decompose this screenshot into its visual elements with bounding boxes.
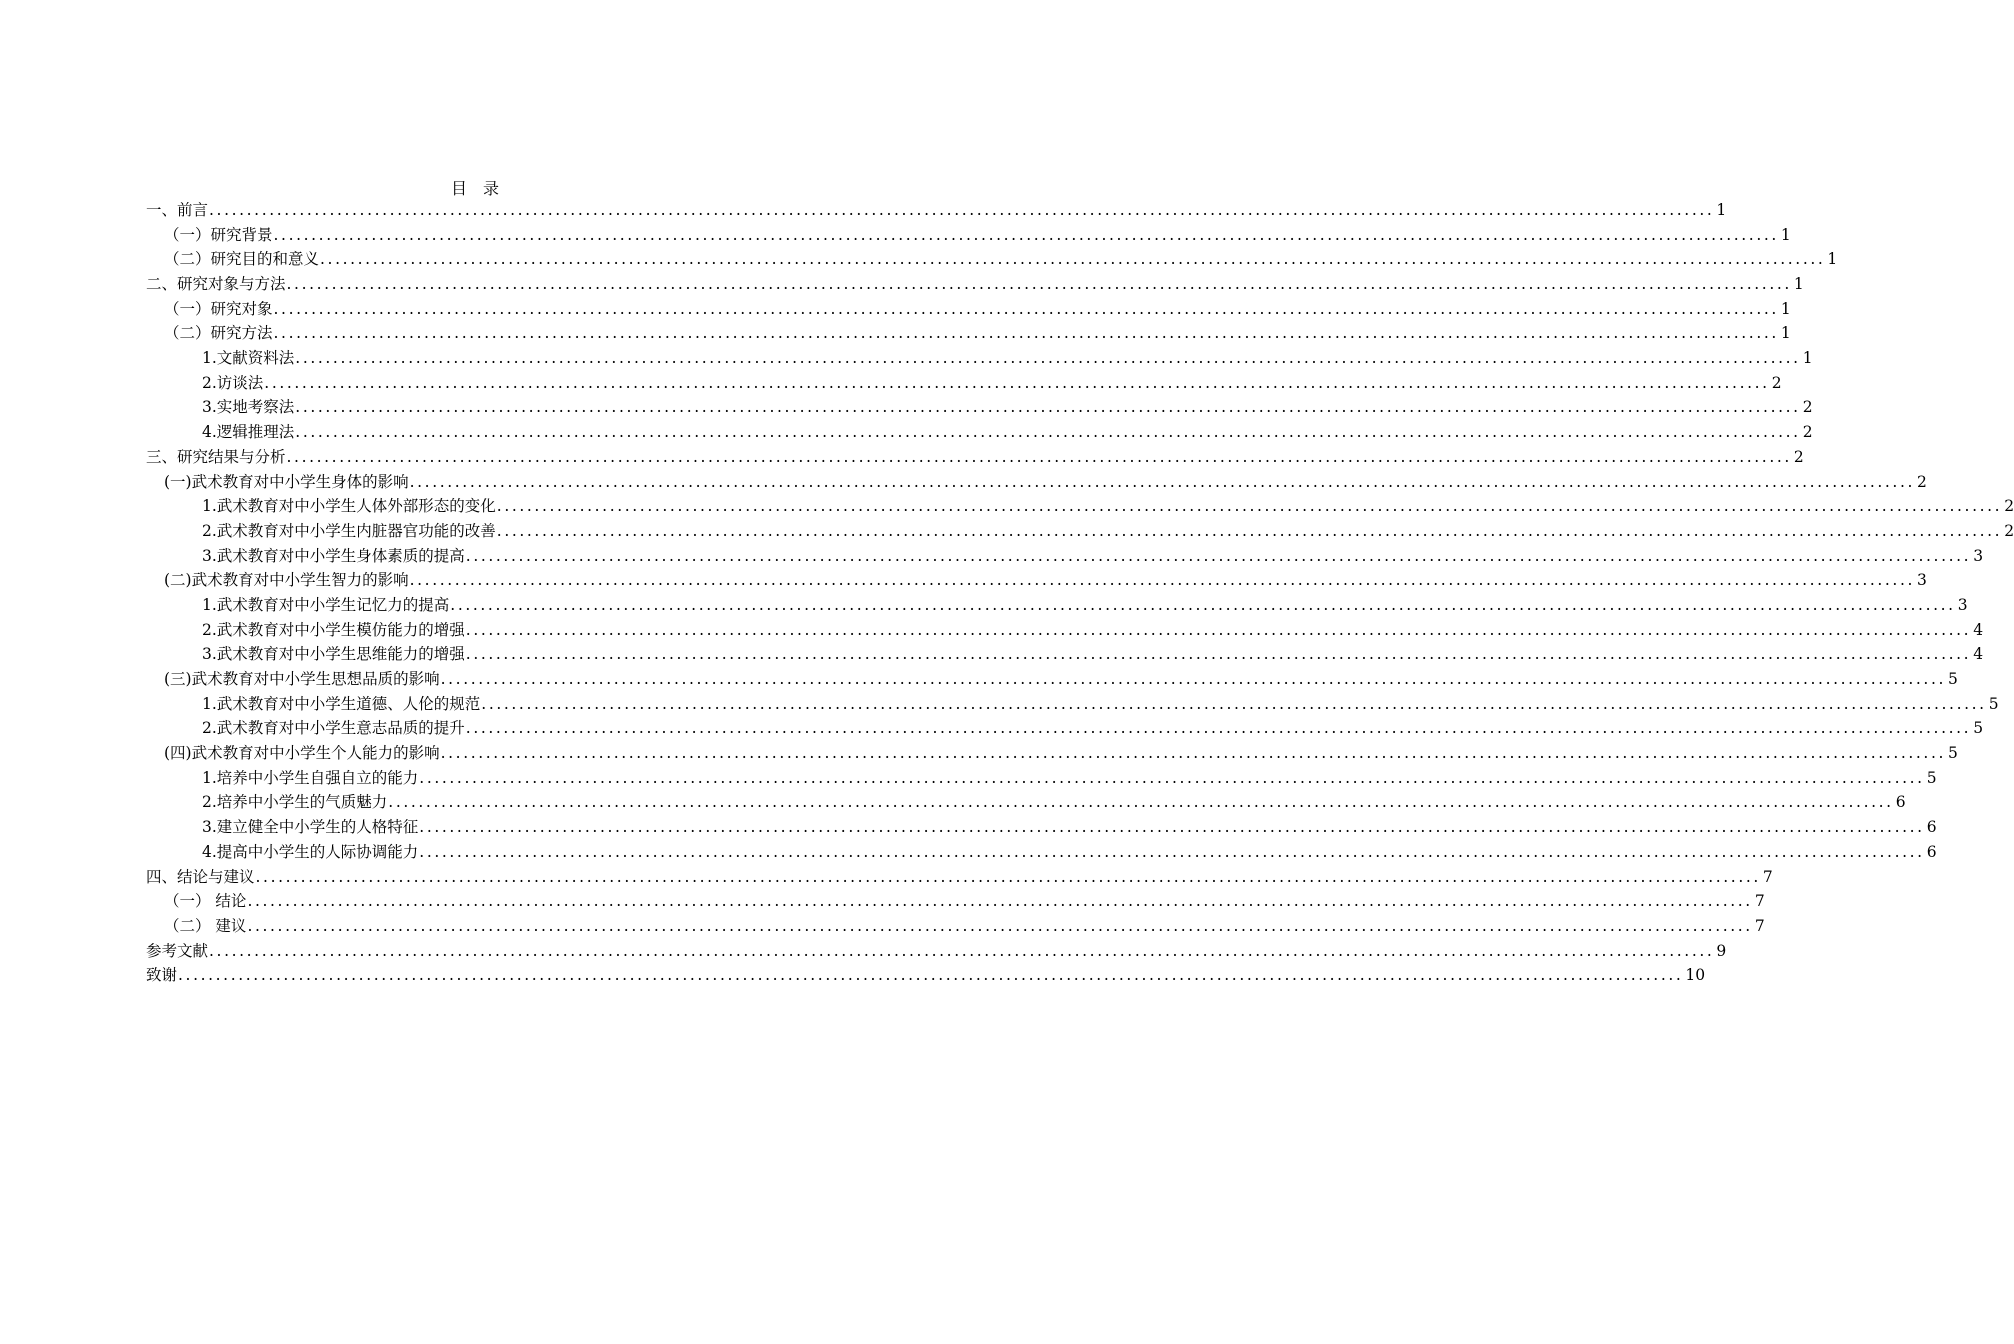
toc-entry[interactable] [146, 914, 1765, 939]
toc-entry-label: 致谢 [146, 966, 178, 985]
toc-entry-label: 一、前言 [146, 200, 209, 219]
toc-dot-leader: ........................................................................................................................................................................................................ [419, 818, 1925, 837]
table-of-contents [146, 198, 2014, 988]
toc-dot-leader: ........................................................................................................................................................................................................ [419, 768, 1925, 787]
toc-title [0, 176, 950, 199]
toc-dot-leader: ........................................................................................................................................................................................................ [481, 694, 1987, 713]
toc-entry-page-number: 1 [1716, 200, 1727, 219]
toc-dot-leader: ........................................................................................................................................................................................................ [295, 349, 1801, 368]
toc-entry[interactable] [146, 791, 1906, 816]
toc-entry-page-number: 5 [1948, 744, 1958, 763]
toc-dot-leader: ........................................................................................................................................................................................................ [295, 398, 1801, 417]
toc-entry[interactable] [146, 346, 1813, 371]
toc-entry-label: 4.提高中小学生的人际协调能力 [202, 842, 419, 861]
toc-dot-leader: ........................................................................................................................................................................................................ [295, 423, 1801, 442]
toc-entry-page-number: 1 [1793, 275, 1804, 294]
toc-dot-leader: ........................................................................................................................................................................................................ [273, 299, 1779, 318]
toc-entry-page-number: 2 [1802, 398, 1813, 417]
toc-entry-page-number: 10 [1685, 966, 1706, 985]
toc-entry-label: （一）研究对象 [164, 299, 273, 318]
toc-entry-label: （一）研究背景 [164, 225, 273, 244]
toc-dot-leader: ........................................................................................................................................................................................................ [388, 793, 1894, 812]
toc-entry[interactable] [146, 198, 1727, 223]
toc-entry-page-number: 2 [1793, 447, 1804, 466]
toc-dot-leader: ........................................................................................................................................................................................................ [209, 941, 1715, 960]
toc-dot-leader: ........................................................................................................................................................................................................ [273, 324, 1779, 343]
toc-dot-leader: ........................................................................................................................................................................................................ [286, 275, 1792, 294]
toc-entry-page-number: 5 [1948, 670, 1958, 689]
toc-dot-leader: ........................................................................................................................................................................................................ [255, 867, 1761, 886]
toc-entry-label: 2.培养中小学生的气质魅力 [202, 793, 388, 812]
toc-entry-page-number: 4 [1973, 645, 1984, 664]
toc-entry-page-number: 2 [1917, 472, 1927, 491]
toc-entry[interactable] [146, 865, 1773, 890]
toc-entry-label: 三、研究结果与分析 [146, 447, 286, 466]
toc-entry-label: 3.实地考察法 [202, 398, 295, 417]
toc-entry-label: 1.文献资料法 [202, 349, 295, 368]
toc-entry-page-number: 5 [1926, 768, 1937, 787]
toc-entry-label: 1.培养中小学生自强自立的能力 [202, 768, 419, 787]
toc-entry-label: 2.访谈法 [202, 373, 264, 392]
toc-entry-page-number: 4 [1973, 620, 1984, 639]
toc-entry[interactable] [146, 321, 1791, 346]
toc-entry-label: 3.武术教育对中小学生思维能力的增强 [202, 645, 465, 664]
toc-entry[interactable] [146, 568, 1927, 593]
toc-entry[interactable] [146, 470, 1927, 495]
toc-entry-label: （一） 结论 [164, 892, 247, 911]
toc-entry[interactable] [146, 642, 1984, 667]
toc-entry-label: (一)武术教育对中小学生身体的影响 [164, 472, 409, 491]
toc-entry-page-number: 5 [1988, 694, 1999, 713]
toc-entry[interactable] [146, 297, 1791, 322]
toc-entry-page-number: 7 [1754, 916, 1765, 935]
toc-entry[interactable] [146, 494, 2014, 519]
toc-entry[interactable] [146, 593, 1968, 618]
toc-dot-leader: ........................................................................................................................................................................................................ [320, 250, 1826, 269]
toc-entry-label: （二）研究目的和意义 [164, 250, 320, 269]
toc-entry[interactable] [146, 766, 1937, 791]
toc-entry[interactable] [146, 445, 1804, 470]
toc-entry-label: （二） 建议 [164, 916, 247, 935]
toc-entry-page-number: 1 [1780, 324, 1791, 343]
toc-entry-label: 3.武术教育对中小学生身体素质的提高 [202, 546, 465, 565]
toc-dot-leader: ........................................................................................................................................................................................................ [247, 892, 1753, 911]
toc-entry[interactable] [146, 371, 1782, 396]
toc-entry-page-number: 7 [1754, 892, 1765, 911]
toc-entry-page-number: 1 [1780, 299, 1791, 318]
toc-dot-leader: ........................................................................................................................................................................................................ [273, 225, 1779, 244]
toc-entry-label: 2.武术教育对中小学生内脏器官功能的改善 [202, 521, 496, 540]
toc-dot-leader: ........................................................................................................................................................................................................ [209, 200, 1715, 219]
toc-entry-label: 2.武术教育对中小学生模仿能力的增强 [202, 620, 465, 639]
toc-entry[interactable] [146, 420, 1813, 445]
toc-dot-leader: ........................................................................................................................................................................................................ [465, 546, 1972, 565]
toc-entry-label: (二)武术教育对中小学生智力的影响 [164, 571, 409, 590]
toc-dot-leader: ........................................................................................................................................................................................................ [264, 373, 1770, 392]
toc-entry-label: 2.武术教育对中小学生意志品质的提升 [202, 719, 465, 738]
toc-entry-label: 1.武术教育对中小学生道德、人伦的规范 [202, 694, 481, 713]
toc-entry[interactable] [146, 544, 1984, 569]
toc-entry[interactable] [146, 963, 1706, 988]
toc-entry[interactable] [146, 840, 1937, 865]
toc-dot-leader: ........................................................................................................................................................................................................ [465, 719, 1972, 738]
toc-entry[interactable] [146, 667, 1958, 692]
toc-entry-label: 二、研究对象与方法 [146, 275, 286, 294]
toc-entry-label: 四、结论与建议 [146, 867, 255, 886]
toc-entry-page-number: 2 [1802, 423, 1813, 442]
toc-entry-page-number: 7 [1762, 867, 1773, 886]
toc-entry-page-number: 9 [1716, 941, 1727, 960]
toc-entry-label: （二）研究方法 [164, 324, 273, 343]
toc-entry-label: 4.逻辑推理法 [202, 423, 295, 442]
toc-entry-page-number: 6 [1926, 818, 1937, 837]
toc-entry-page-number: 3 [1917, 571, 1927, 590]
toc-entry-page-number: 1 [1802, 349, 1813, 368]
toc-entry[interactable] [146, 815, 1937, 840]
toc-entry-label: 1.武术教育对中小学生人体外部形态的变化 [202, 497, 496, 516]
toc-dot-leader: ........................................................................................................................................................................................................ [286, 447, 1792, 466]
toc-entry-label: 1.武术教育对中小学生记忆力的提高 [202, 595, 450, 614]
toc-entry[interactable] [146, 519, 2014, 544]
toc-entry[interactable] [146, 716, 1984, 741]
toc-entry[interactable] [146, 889, 1765, 914]
toc-entry[interactable] [146, 247, 1838, 272]
toc-dot-leader: ........................................................................................................................................................................................................ [496, 521, 2003, 540]
toc-entry-page-number: 3 [1957, 595, 1968, 614]
toc-dot-leader: ........................................................................................................................................................................................................ [419, 842, 1925, 861]
toc-entry-page-number: 3 [1973, 546, 1984, 565]
toc-entry-label: (三)武术教育对中小学生思想品质的影响 [164, 670, 440, 689]
toc-dot-leader: ........................................................................................................................................................................................................ [465, 645, 1972, 664]
toc-entry-page-number: 2 [1771, 373, 1782, 392]
toc-entry-page-number: 6 [1926, 842, 1937, 861]
toc-entry-page-number: 2 [2004, 497, 2014, 516]
toc-entry[interactable] [146, 223, 1791, 248]
toc-dot-leader: ........................................................................................................................................................................................................ [178, 966, 1684, 985]
toc-entry-label: 参考文献 [146, 941, 209, 960]
toc-entry-label: 3.建立健全中小学生的人格特征 [202, 818, 419, 837]
toc-entry[interactable] [146, 939, 1727, 964]
toc-dot-leader: ........................................................................................................................................................................................................ [450, 595, 1956, 614]
toc-entry[interactable] [146, 396, 1813, 421]
toc-entry-page-number: 5 [1973, 719, 1984, 738]
toc-dot-leader: ........................................................................................................................................................................................................ [409, 472, 1916, 491]
toc-dot-leader: ........................................................................................................................................................................................................ [440, 744, 1947, 763]
toc-dot-leader: ........................................................................................................................................................................................................ [465, 620, 1972, 639]
toc-entry-page-number: 6 [1895, 793, 1906, 812]
toc-entry-label: (四)武术教育对中小学生个人能力的影响 [164, 744, 440, 763]
toc-entry[interactable] [146, 692, 1999, 717]
toc-dot-leader: ........................................................................................................................................................................................................ [247, 916, 1753, 935]
toc-entry-page-number: 1 [1827, 250, 1838, 269]
toc-entry-page-number: 2 [2004, 521, 2014, 540]
toc-entry[interactable] [146, 272, 1804, 297]
toc-dot-leader: ........................................................................................................................................................................................................ [409, 571, 1916, 590]
toc-dot-leader: ........................................................................................................................................................................................................ [496, 497, 2003, 516]
toc-entry[interactable] [146, 618, 1984, 643]
toc-dot-leader: ........................................................................................................................................................................................................ [440, 670, 1947, 689]
toc-title-text: 目 录 [450, 179, 499, 198]
toc-entry-page-number: 1 [1780, 225, 1791, 244]
toc-entry[interactable] [146, 741, 1958, 766]
